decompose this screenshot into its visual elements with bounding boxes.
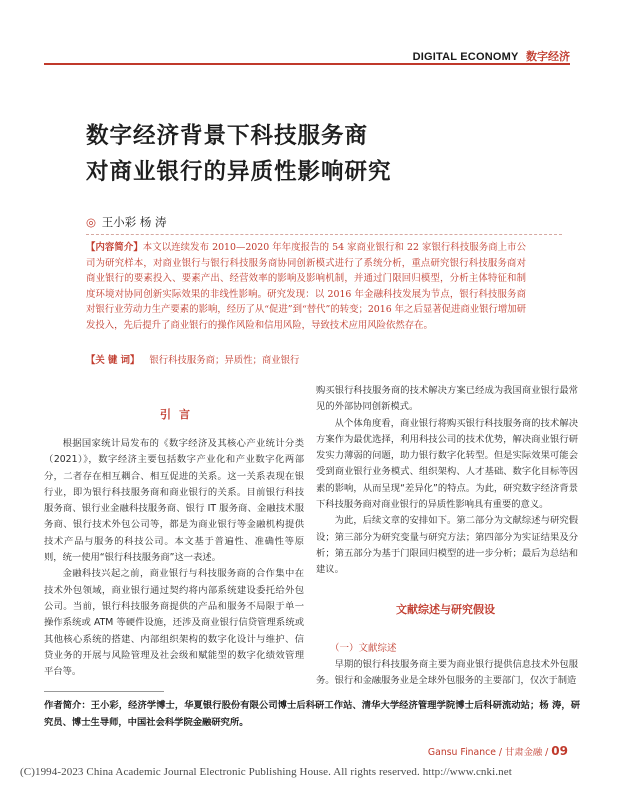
paragraph: 购买银行科技服务商的技术解决方案已经成为我国商业银行最常见的外部协同创新模式。 — [316, 385, 578, 413]
title-line-1: 数字经济背景下科技服务商 — [86, 123, 369, 149]
section-title-intro: 引言 — [160, 408, 198, 421]
authors — [86, 214, 167, 230]
author-names: 王小彩 杨 涛 — [101, 215, 167, 229]
author-mark-icon: ◎ — [86, 215, 97, 229]
author-divider — [86, 234, 562, 235]
keywords-label: 【关 键 词】 — [86, 355, 140, 366]
brand-english: DIGITAL ECONOMY — [412, 51, 519, 63]
left-column — [44, 436, 304, 680]
right-column — [316, 383, 578, 579]
paragraph: 根据国家统计局发布的《数字经济及其核心产业统计分类（2021）》，数字经济主要包括数字产业化和产业数字化两部分，二者存在相互耦合、相互促进的关系。这一关系表现在银行业，即为银行科技服务商和商业银行的关系。目前银行科技服务商、银行业金融科技服务商、银行 IT 服务商、金融技术服务商、银行技术外包公司等，都是为商业银行等金融机构提供技术产品与服务的科技公司。本文基于普遍性、准确性等原则，统一使用“银行科技服务商”这一表述。 — [44, 438, 304, 564]
keywords — [86, 352, 299, 366]
literature-paragraph — [316, 657, 578, 690]
subsection-title: （一）文献综述 — [330, 643, 397, 654]
copyright-line: (C)1994-2023 China Academic Journal Electronic Publishing House. All rights reserved. http://www.cnki.net — [20, 766, 512, 778]
title-line-2: 对商业银行的异质性影响研究 — [86, 159, 392, 185]
journal-name: Gansu Finance / 甘肃金融 / — [427, 747, 549, 758]
abstract — [86, 240, 526, 333]
paragraph: 早期的银行科技服务商主要为商业银行提供信息技术外包服务。银行和金融服务业是全球外包服务的主要部门，仅次于制造 — [316, 659, 578, 687]
author-footnote: 作者简介：王小彩，经济学博士，华夏银行股份有限公司博士后科研工作站、清华大学经济管理学院博士后科研流动站；杨 涛，研究员、博士生导师，中国社会科学院金融研究所。 — [44, 700, 580, 728]
abstract-text: 本文以连续发布 2010—2020 年年度报告的 54 家商业银行和 22 家银行科技服务商上市公司为研究样本，对商业银行与银行科技服务商协同创新模式进行了系统分析，重点研究银行科技服务商对商业银行的要素投入、要素产出、经营效率的影响及影响机制，并通过门限回归模型，分析主体特征和制度环境对协同创新实际效果的非线性影响。研究发现：以 2016 年金融科技发展为节点，银行科技服务商对银行业劳动力生产要素的影响，经历了从“促进”到“替代”的转变；2016 年之后显著促进商业银行增加研发投入，先后提升了商业银行的操作风险和信用风险，导致技术应用风险依然存在。 — [86, 242, 526, 331]
paragraph: 为此，后续文章的安排如下。第二部分为文献综述与研究假设；第三部分为研究变量与研究方法；第四部分为实证结果及分析；第五部分为基于门限回归模型的进一步分析；最后为总结和建议。 — [316, 515, 578, 576]
journal-brand — [413, 48, 570, 64]
article-title — [86, 118, 556, 190]
header-rule — [44, 63, 570, 65]
keywords-text: 银行科技服务商；异质性；商业银行 — [149, 355, 300, 366]
section-title-literature: 文献综述与研究假设 — [396, 603, 495, 616]
footnote-rule — [44, 691, 164, 692]
paragraph: 从个体角度看，商业银行将购买银行科技服务商的技术解决方案作为最优选择，利用科技公司的技术优势，解决商业银行研发实力薄弱的问题，助力银行数字化转型。但是实际效果可能会受到商业银行业务模式、组织架构、人才基础、数字化目标等因素的影响，从而呈现“差异化”的特点。为此，研究数字经济背景下科技服务商对商业银行的异质性影响具有重要的意义。 — [316, 417, 578, 511]
paragraph: 金融科技兴起之前，商业银行与科技服务商的合作集中在技术外包领域，商业银行通过契约将内部系统建设委托给外包公司。当前，银行科技服务商提供的产品和服务不局限于单一操作系统或 ATM 等硬件设施，还涉及商业银行信贷管理系统或其他核心系统的搭建、内部组织架构的数字化设计与维护、信贷业务的开展与风险管理及社会级和赋能型的数字化绩效管理平台等。 — [44, 568, 304, 678]
brand-chinese: 数字经济 — [526, 50, 570, 63]
page-number: 09 — [551, 744, 568, 758]
page-footer — [428, 744, 568, 758]
abstract-label: 【内容简介】 — [86, 242, 143, 253]
